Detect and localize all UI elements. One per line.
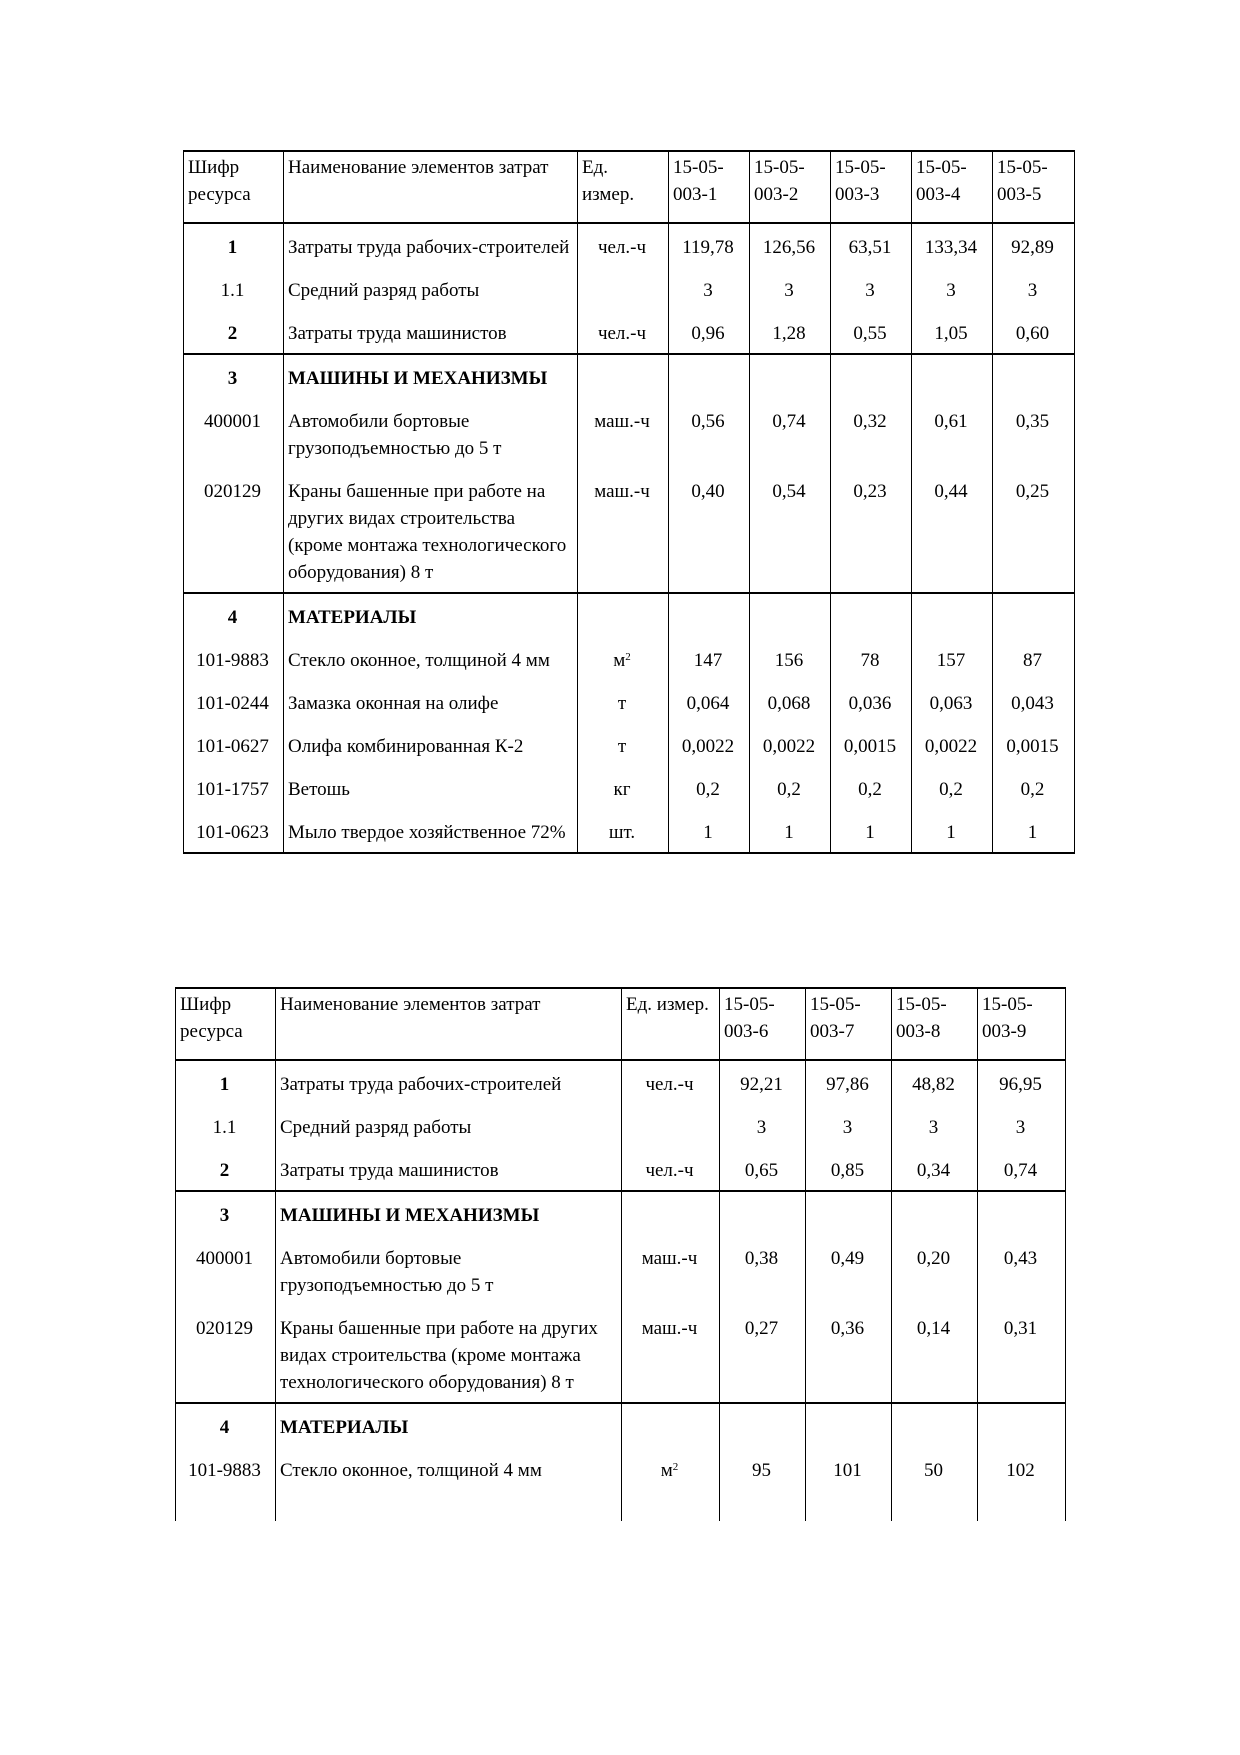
- table-row: [184, 310, 1075, 354]
- value-cell: 0,036: [831, 680, 912, 723]
- value-cell: [720, 1403, 806, 1447]
- resource-name: Средний разряд работы: [276, 1104, 622, 1147]
- resource-unit: маш.-ч: [578, 398, 669, 468]
- value-cell: 92,89: [993, 223, 1075, 267]
- value-cell: 0,20: [892, 1235, 978, 1305]
- resource-unit: [622, 1191, 720, 1235]
- value-cell: 156: [750, 637, 831, 680]
- value-cell: 101: [806, 1447, 892, 1521]
- value-cell: 0,0022: [912, 723, 993, 766]
- header-name: Наименование элементов затрат: [284, 151, 578, 223]
- resource-unit: чел.-ч: [578, 223, 669, 267]
- value-cell: 1: [750, 809, 831, 853]
- value-cell: 157: [912, 637, 993, 680]
- section-title: МАШИНЫ И МЕХАНИЗМЫ: [276, 1191, 622, 1235]
- value-cell: 0,2: [993, 766, 1075, 809]
- value-cell: 0,34: [892, 1147, 978, 1191]
- value-cell: 0,32: [831, 398, 912, 468]
- value-cell: 1: [831, 809, 912, 853]
- value-cell: 3: [831, 267, 912, 310]
- table-header: [176, 988, 1066, 1060]
- resource-unit: [578, 354, 669, 398]
- header-code: Шифр ресурса: [184, 151, 284, 223]
- resource-name: Автомобили бортовые грузоподъемностью до 5 т: [276, 1235, 622, 1305]
- value-cell: 3: [720, 1104, 806, 1147]
- table-row: [184, 723, 1075, 766]
- value-cell: 0,14: [892, 1305, 978, 1403]
- value-cell: 1,28: [750, 310, 831, 354]
- resource-name: Краны башенные при работе на других видах строительства (кроме монтажа технологического оборудования) 8 т: [284, 468, 578, 593]
- value-cell: 1: [669, 809, 750, 853]
- value-cell: 0,2: [669, 766, 750, 809]
- value-cell: 102: [978, 1447, 1066, 1521]
- table-row: [176, 1147, 1066, 1191]
- value-cell: 1,05: [912, 310, 993, 354]
- resource-unit: [578, 267, 669, 310]
- resource-name: Стекло оконное, толщиной 4 мм: [276, 1447, 622, 1521]
- value-cell: [720, 1191, 806, 1235]
- value-cell: 50: [892, 1447, 978, 1521]
- value-cell: 0,74: [750, 398, 831, 468]
- value-cell: 0,043: [993, 680, 1075, 723]
- value-cell: [912, 593, 993, 637]
- resource-code: 101-0244: [184, 680, 284, 723]
- resource-unit: т: [578, 680, 669, 723]
- value-cell: 0,23: [831, 468, 912, 593]
- resource-name: [284, 809, 578, 853]
- resource-unit: маш.-ч: [578, 468, 669, 593]
- resource-code: 101-9883: [176, 1447, 276, 1521]
- header-code: Шифр ресурса: [176, 988, 276, 1060]
- resource-code: 101-0623: [184, 809, 284, 853]
- value-cell: 133,34: [912, 223, 993, 267]
- table-row: [184, 809, 1075, 853]
- header-col: 15-05-003-7: [806, 988, 892, 1060]
- value-cell: 0,063: [912, 680, 993, 723]
- value-cell: 0,2: [750, 766, 831, 809]
- resource-unit: [578, 593, 669, 637]
- value-cell: [993, 593, 1075, 637]
- value-cell: 78: [831, 637, 912, 680]
- header-col: 15-05-003-4: [912, 151, 993, 223]
- resource-code: 1.1: [184, 267, 284, 310]
- table-row: [176, 1104, 1066, 1147]
- value-cell: [750, 354, 831, 398]
- header-col: 15-05-003-6: [720, 988, 806, 1060]
- value-cell: 63,51: [831, 223, 912, 267]
- value-cell: 0,60: [993, 310, 1075, 354]
- resource-unit: чел.-ч: [622, 1060, 720, 1104]
- resource-name: Олифа комбинированная К-2: [284, 723, 578, 766]
- value-cell: 0,0015: [993, 723, 1075, 766]
- value-cell: 95: [720, 1447, 806, 1521]
- value-cell: 3: [750, 267, 831, 310]
- value-cell: 1: [912, 809, 993, 853]
- value-cell: [831, 354, 912, 398]
- table-row: [184, 680, 1075, 723]
- value-cell: 147: [669, 637, 750, 680]
- value-cell: 97,86: [806, 1060, 892, 1104]
- value-cell: 0,35: [993, 398, 1075, 468]
- value-cell: [831, 593, 912, 637]
- value-cell: 3: [993, 267, 1075, 310]
- header-unit: Ед. измер.: [622, 988, 720, 1060]
- value-cell: 119,78: [669, 223, 750, 267]
- value-cell: [978, 1191, 1066, 1235]
- table-row: [184, 398, 1075, 468]
- resource-code: 400001: [176, 1235, 276, 1305]
- resource-unit: чел.-ч: [622, 1147, 720, 1191]
- value-cell: 0,96: [669, 310, 750, 354]
- resource-table-1: [183, 150, 1075, 854]
- value-cell: 0,0022: [669, 723, 750, 766]
- resource-name: Затраты труда машинистов: [284, 310, 578, 354]
- unit-text: м: [613, 650, 626, 671]
- resource-table-2: [175, 987, 1066, 1521]
- value-cell: 0,54: [750, 468, 831, 593]
- value-cell: [806, 1191, 892, 1235]
- resource-unit: шт.: [578, 809, 669, 853]
- resource-code: 101-9883: [184, 637, 284, 680]
- value-cell: 0,43: [978, 1235, 1066, 1305]
- resource-code: 400001: [184, 398, 284, 468]
- table-row: [184, 267, 1075, 310]
- value-cell: 0,55: [831, 310, 912, 354]
- header-unit: Ед. измер.: [578, 151, 669, 223]
- section-code: 3: [184, 354, 284, 398]
- section-row: [176, 1191, 1066, 1235]
- value-cell: 0,74: [978, 1147, 1066, 1191]
- resource-unit: [622, 1447, 720, 1521]
- header-col: 15-05-003-2: [750, 151, 831, 223]
- resource-name: Затраты труда рабочих-строителей: [276, 1060, 622, 1104]
- resource-name: Автомобили бортовые грузоподъемностью до 5 т: [284, 398, 578, 468]
- resource-name: Краны башенные при работе на других видах строительства (кроме монтажа технологического оборудования) 8 т: [276, 1305, 622, 1403]
- value-cell: [669, 354, 750, 398]
- value-cell: 0,27: [720, 1305, 806, 1403]
- value-cell: 0,61: [912, 398, 993, 468]
- header-col: 15-05-003-8: [892, 988, 978, 1060]
- value-cell: [750, 593, 831, 637]
- section-code: 4: [184, 593, 284, 637]
- resource-unit: т: [578, 723, 669, 766]
- resource-name: Затраты труда машинистов: [276, 1147, 622, 1191]
- value-cell: 3: [669, 267, 750, 310]
- resource-unit: [578, 637, 669, 680]
- table-row: [184, 468, 1075, 593]
- value-cell: 0,49: [806, 1235, 892, 1305]
- resource-name: Стекло оконное, толщиной 4 мм: [284, 637, 578, 680]
- resource-unit: [622, 1403, 720, 1447]
- table-row: [176, 1235, 1066, 1305]
- header-name: Наименование элементов затрат: [276, 988, 622, 1060]
- section-title: МАТЕРИАЛЫ: [284, 593, 578, 637]
- resource-unit: маш.-ч: [622, 1305, 720, 1403]
- value-cell: [892, 1191, 978, 1235]
- value-cell: 0,85: [806, 1147, 892, 1191]
- resource-code: 101-0627: [184, 723, 284, 766]
- value-cell: 0,36: [806, 1305, 892, 1403]
- section-row: [184, 354, 1075, 398]
- resource-name: Замазка оконная на олифе: [284, 680, 578, 723]
- value-cell: 0,44: [912, 468, 993, 593]
- value-cell: 3: [806, 1104, 892, 1147]
- section-row: [184, 593, 1075, 637]
- value-cell: 0,0015: [831, 723, 912, 766]
- resource-unit: чел.-ч: [578, 310, 669, 354]
- value-cell: 0,068: [750, 680, 831, 723]
- value-cell: 0,25: [993, 468, 1075, 593]
- resource-unit: маш.-ч: [622, 1235, 720, 1305]
- value-cell: 48,82: [892, 1060, 978, 1104]
- section-title: МАТЕРИАЛЫ: [276, 1403, 622, 1447]
- section-code: 4: [176, 1403, 276, 1447]
- value-cell: [806, 1403, 892, 1447]
- resource-unit: [622, 1104, 720, 1147]
- resource-code: 2: [184, 310, 284, 354]
- value-cell: 0,31: [978, 1305, 1066, 1403]
- table-row: [176, 1305, 1066, 1403]
- resource-name: Средний разряд работы: [284, 267, 578, 310]
- value-cell: 0,2: [912, 766, 993, 809]
- value-cell: 0,2: [831, 766, 912, 809]
- table-row: [176, 1060, 1066, 1104]
- value-cell: [978, 1403, 1066, 1447]
- resource-code: 020129: [176, 1305, 276, 1403]
- table-row: [176, 1447, 1066, 1521]
- resource-code: 1: [176, 1060, 276, 1104]
- value-cell: 3: [912, 267, 993, 310]
- resource-name-text: Мыло твердое хозяйственное 72%: [288, 822, 566, 843]
- table-header: [184, 151, 1075, 223]
- value-cell: [912, 354, 993, 398]
- value-cell: [669, 593, 750, 637]
- table-row: [184, 223, 1075, 267]
- value-cell: 0,064: [669, 680, 750, 723]
- value-cell: 0,38: [720, 1235, 806, 1305]
- unit-superscript: 2: [625, 651, 631, 663]
- value-cell: 96,95: [978, 1060, 1066, 1104]
- resource-unit: кг: [578, 766, 669, 809]
- value-cell: 0,56: [669, 398, 750, 468]
- resource-name: Ветошь: [284, 766, 578, 809]
- value-cell: 126,56: [750, 223, 831, 267]
- resource-code: 1: [184, 223, 284, 267]
- resource-code: 2: [176, 1147, 276, 1191]
- value-cell: 0,0022: [750, 723, 831, 766]
- value-cell: 1: [993, 809, 1075, 853]
- section-title: МАШИНЫ И МЕХАНИЗМЫ: [284, 354, 578, 398]
- header-col: 15-05-003-3: [831, 151, 912, 223]
- unit-superscript: 2: [672, 1461, 679, 1473]
- value-cell: [892, 1403, 978, 1447]
- value-cell: 3: [978, 1104, 1066, 1147]
- value-cell: 0,65: [720, 1147, 806, 1191]
- header-col: 15-05-003-1: [669, 151, 750, 223]
- resource-name: [284, 223, 578, 267]
- table-row: [184, 637, 1075, 680]
- resource-code: 020129: [184, 468, 284, 593]
- value-cell: 0,40: [669, 468, 750, 593]
- section-row: [176, 1403, 1066, 1447]
- header-col: 15-05-003-9: [978, 988, 1066, 1060]
- header-col: 15-05-003-5: [993, 151, 1075, 223]
- table-row: [184, 766, 1075, 809]
- section-code: 3: [176, 1191, 276, 1235]
- value-cell: 3: [892, 1104, 978, 1147]
- value-cell: 87: [993, 637, 1075, 680]
- value-cell: [993, 354, 1075, 398]
- value-cell: 92,21: [720, 1060, 806, 1104]
- resource-code: 101-1757: [184, 766, 284, 809]
- resource-code: 1.1: [176, 1104, 276, 1147]
- resource-name-text: Затраты труда рабочих-строителей: [288, 237, 570, 258]
- unit-text: м: [660, 1460, 673, 1481]
